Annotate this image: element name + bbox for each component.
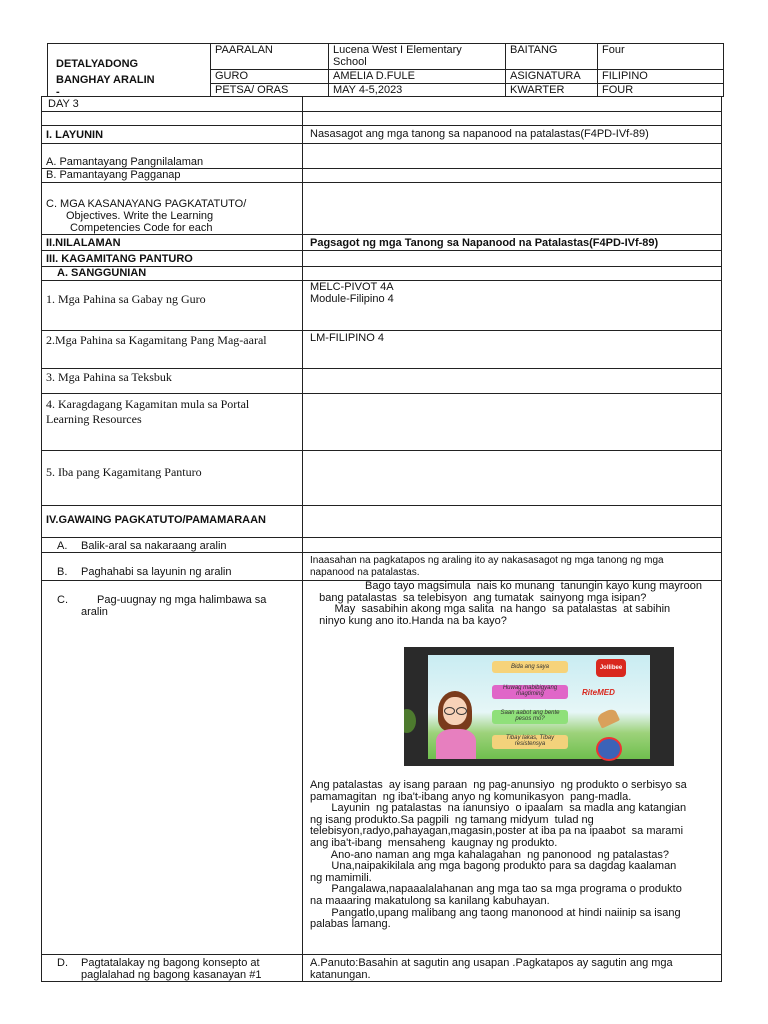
doc-title-cell — [48, 44, 211, 97]
kwarter-label: KWARTER — [506, 84, 598, 97]
paaralan-label: PAARALAN — [211, 44, 329, 70]
guro-label: GURO — [211, 70, 329, 84]
row-divider — [41, 182, 722, 183]
row-divider — [41, 393, 722, 394]
portal-line1: 4. Karagdagang Kagamitan mula sa Portal — [46, 397, 250, 411]
brand-seal-icon — [596, 737, 622, 761]
kagamitan-heading: III. KAGAMITANG PANTURO — [46, 253, 193, 265]
mag-aaral-value: LM-FILIPINO 4 — [310, 332, 384, 344]
slogan-1: Bida ang saya — [492, 661, 568, 673]
baitang-label: BAITANG — [506, 44, 598, 70]
panuto-line1: A.Panuto:Basahin at sagutin ang usapan .Pagkatapos ay sagutin ang mga — [310, 957, 673, 969]
layunin-value: Nasasagot ang mga tanong sa napanood na patalastas(F4PD-IVf-89) — [310, 128, 649, 140]
row-divider — [41, 505, 722, 506]
patalastas-paliwanag: Ang patalastas ay isang paraan ng pag-anunsiyo ng produkto o serbisyo sa pamamagitan ng iba't-ibang anyo ng komunikasyon pang-madla. Layunin ng patalastas na ianunsiyo o ipaalam sa madla ang katangian ng isang produkto.Sa pagpili ng tamang midyum tulad ng telebisyon,radyo,pahayagan,magasin,poster at iba pa na ipaabot sa marami ang iba't-ibang mensaheng kaugnay ng produkto. Ano-ano naman ang mga kahalagahan ng panonood ng patalastas? Una,naipakikilala ang mga bagong produkto para sa dagdag kaalaman ng mamimili. Pangalawa,napaaalalahanan ang mga tao sa mga programa o produkto na maaaring makatulong sa kanilang kabuhayan. Pangatlo,upang malibang ang taong manonood at hindi naiinip sa isang palabas lamang. — [310, 779, 687, 931]
gabay-value-line2: Module-Filipino 4 — [310, 293, 394, 305]
paguugnay-line2: aralin — [81, 606, 108, 618]
baitang-value: Four — [598, 44, 724, 70]
paghahabi-value-line2: napanood na patalastas. — [310, 567, 420, 578]
row-divider — [41, 111, 722, 112]
balik-aral: Balik-aral sa nakaraang aralin — [81, 540, 227, 552]
jollibee-logo: Jollibee — [596, 659, 626, 677]
asignatura-label: ASIGNATURA — [506, 70, 598, 84]
panuto-line2: katanungan. — [310, 969, 371, 981]
teacher-body — [436, 729, 476, 759]
row-divider — [41, 125, 722, 126]
column-divider — [302, 96, 303, 982]
item-c-marker: C. — [57, 594, 68, 606]
pagtatalakay-line1: Pagtatalakay ng bagong konsepto at — [81, 957, 260, 969]
sanggunian-heading: A. SANGGUNIAN — [57, 267, 147, 279]
ritemed-logo: RiteMED — [582, 688, 615, 697]
row-divider — [41, 537, 722, 538]
row-divider — [41, 330, 722, 331]
kagamitang-mag-aaral: 2.Mga Pahina sa Kagamitang Pang Mag-aaral — [46, 333, 267, 347]
slogan-4: Tibay lakas, Tibay resistensya — [492, 735, 568, 749]
guro-value: AMELIA D.FULE — [329, 70, 506, 84]
nilalaman-value: Pagsagot ng mga Tanong sa Napanood na Patalastas(F4PD-IVf-89) — [310, 237, 659, 249]
item-d-marker: D. — [57, 957, 68, 969]
row-divider — [41, 552, 722, 553]
row-divider — [41, 143, 722, 144]
kasanayan-line1: C. MGA KASANAYANG PAGKATATUTO/ — [46, 198, 247, 210]
glasses-left-icon — [444, 707, 455, 715]
portal-line2: Learning Resources — [46, 412, 142, 426]
kwarter-value: FOUR — [598, 84, 724, 97]
ad-screen — [428, 655, 650, 759]
kasanayan-line2: Objectives. Write the Learning — [66, 210, 214, 222]
item-a-marker: A. — [57, 540, 68, 552]
paaralan-value: Lucena West I Elementary School — [329, 44, 506, 70]
header-info-table — [47, 43, 723, 97]
gawain-heading: IV.GAWAING PAGKATUTO/PAMAMARAAN — [46, 514, 267, 526]
patalastas-image — [404, 647, 674, 766]
iba-pang-kagamitan: 5. Iba pang Kagamitang Panturo — [46, 465, 202, 479]
nilalaman-heading: II.NILALAMAN — [46, 237, 121, 249]
row-divider — [41, 368, 722, 369]
slogan-2: Huwag mabibigyang magtiming — [492, 685, 568, 699]
pamantayang-pagganap: B. Pamantayang Pagganap — [46, 169, 181, 181]
petsa-label: PETSA/ ORAS — [211, 84, 329, 97]
gabay-value-line1: MELC-PIVOT 4A — [310, 281, 394, 293]
slogan-3: Saan aabot ang bente pesos mo? — [492, 710, 568, 724]
pamantayang-pangnilalaman: A. Pamantayang Pangnilalaman — [46, 156, 204, 168]
row-divider — [41, 250, 722, 251]
row-divider — [41, 450, 722, 451]
asignatura-value: FILIPINO — [598, 70, 724, 84]
paghahabi-value-line1: Inaasahan na pagkatapos ng araling ito ay nakasasagot ng mga tanong ng mga — [310, 555, 664, 566]
row-divider — [41, 954, 722, 955]
petsa-value: MAY 4-5,2023 — [329, 84, 506, 97]
row-divider — [41, 234, 722, 235]
pagtatalakay-line2: paglalahad ng bagong kasanayan #1 — [81, 969, 262, 981]
doc-title-line2: BANGHAY ARALIN — [56, 74, 155, 86]
day-label: DAY 3 — [48, 98, 79, 110]
kasanayan-line3: Competencies Code for each — [70, 222, 213, 234]
gabay-ng-guro: 1. Mga Pahina sa Gabay ng Guro — [46, 292, 206, 306]
ice-cream-icon — [596, 707, 620, 728]
paguugnay-line1: Pag-uugnay ng mga halimbawa sa — [97, 594, 267, 606]
item-b-marker: B. — [57, 566, 68, 578]
teksbuk: 3. Mga Pahina sa Teksbuk — [46, 370, 172, 384]
paguugnay-intro: Bago tayo magsimula nais ko munang tanungin kayo kung mayroon bang patalastas sa telebisyon ang tumatak sainyong mga isipan? May sasabihin akong mga salita na hango sa patalastas at sabihin ninyo kung ano ito.Handa na ba kayo? — [319, 580, 702, 627]
glasses-right-icon — [456, 707, 467, 715]
doc-title-line1: DETALYADONG — [56, 58, 139, 70]
side-character-icon — [404, 709, 416, 733]
layunin-heading: I. LAYUNIN — [46, 129, 104, 141]
doc-title-line3: - — [56, 86, 60, 98]
paghahabi: Paghahabi sa layunin ng aralin — [81, 566, 232, 578]
